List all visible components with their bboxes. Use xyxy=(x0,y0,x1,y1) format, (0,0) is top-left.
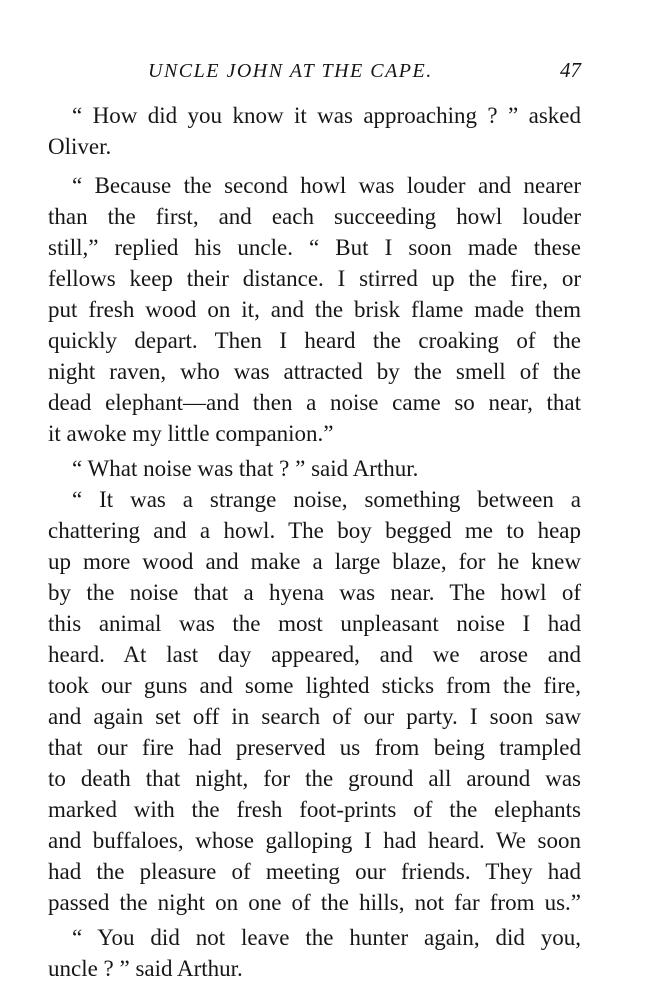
text-line: “ How did you know it was approaching ? ” asked xyxy=(72,103,581,128)
text-line: took our guns and some lighted sticks from the fire, xyxy=(48,673,581,698)
text-line: by the noise that a hyena was near. The howl of xyxy=(48,580,581,605)
text-line: it awoke my little companion.” xyxy=(48,421,334,446)
text-line: that our fire had preserved us from being trampled xyxy=(48,735,581,760)
text-line: fellows keep their distance. I stirred up the fire, or xyxy=(48,266,581,291)
text-line: uncle ? ” said Arthur. xyxy=(48,956,243,981)
text-line: night raven, who was attracted by the smell of the xyxy=(48,359,581,384)
text-line: than the first, and each succeeding howl louder xyxy=(48,204,581,229)
text-line: put fresh wood on it, and the brisk flame made them xyxy=(48,297,581,322)
page-number: 47 xyxy=(560,58,581,82)
text-line: chattering and a howl. The boy begged me to heap xyxy=(48,518,581,543)
text-line: “ You did not leave the hunter again, did you, xyxy=(72,925,581,950)
text-line: still,” replied his uncle. “ But I soon made these xyxy=(48,235,581,260)
text-line: “ It was a strange noise, something between a xyxy=(72,487,581,512)
text-line: and again set off in search of our party. I soon saw xyxy=(48,704,581,729)
text-line: quickly depart. Then I heard the croaking of the xyxy=(48,328,581,353)
text-line: heard. At last day appeared, and we arose and xyxy=(48,642,581,667)
text-line: up more wood and make a large blaze, for he knew xyxy=(48,549,581,574)
text-line: Oliver. xyxy=(48,134,112,159)
text-line: passed the night on one of the hills, not far from us.” xyxy=(48,890,581,915)
text-line: had the pleasure of meeting our friends. They had xyxy=(48,859,581,884)
text-line: marked with the fresh foot-prints of the elephants xyxy=(48,797,581,822)
text-line: dead elephant—and then a noise came so near, that xyxy=(48,390,581,415)
text-line: to death that night, for the ground all around was xyxy=(48,766,581,791)
running-title: UNCLE JOHN AT THE CAPE. xyxy=(148,60,433,82)
text-line: “ Because the second howl was louder and nearer xyxy=(72,173,581,198)
text-line: and buffaloes, whose galloping I had heard. We soon xyxy=(48,828,581,853)
text-line: this animal was the most unpleasant noise I had xyxy=(48,611,581,636)
text-line: “ What noise was that ? ” said Arthur. xyxy=(72,456,419,481)
page-header xyxy=(0,56,658,92)
